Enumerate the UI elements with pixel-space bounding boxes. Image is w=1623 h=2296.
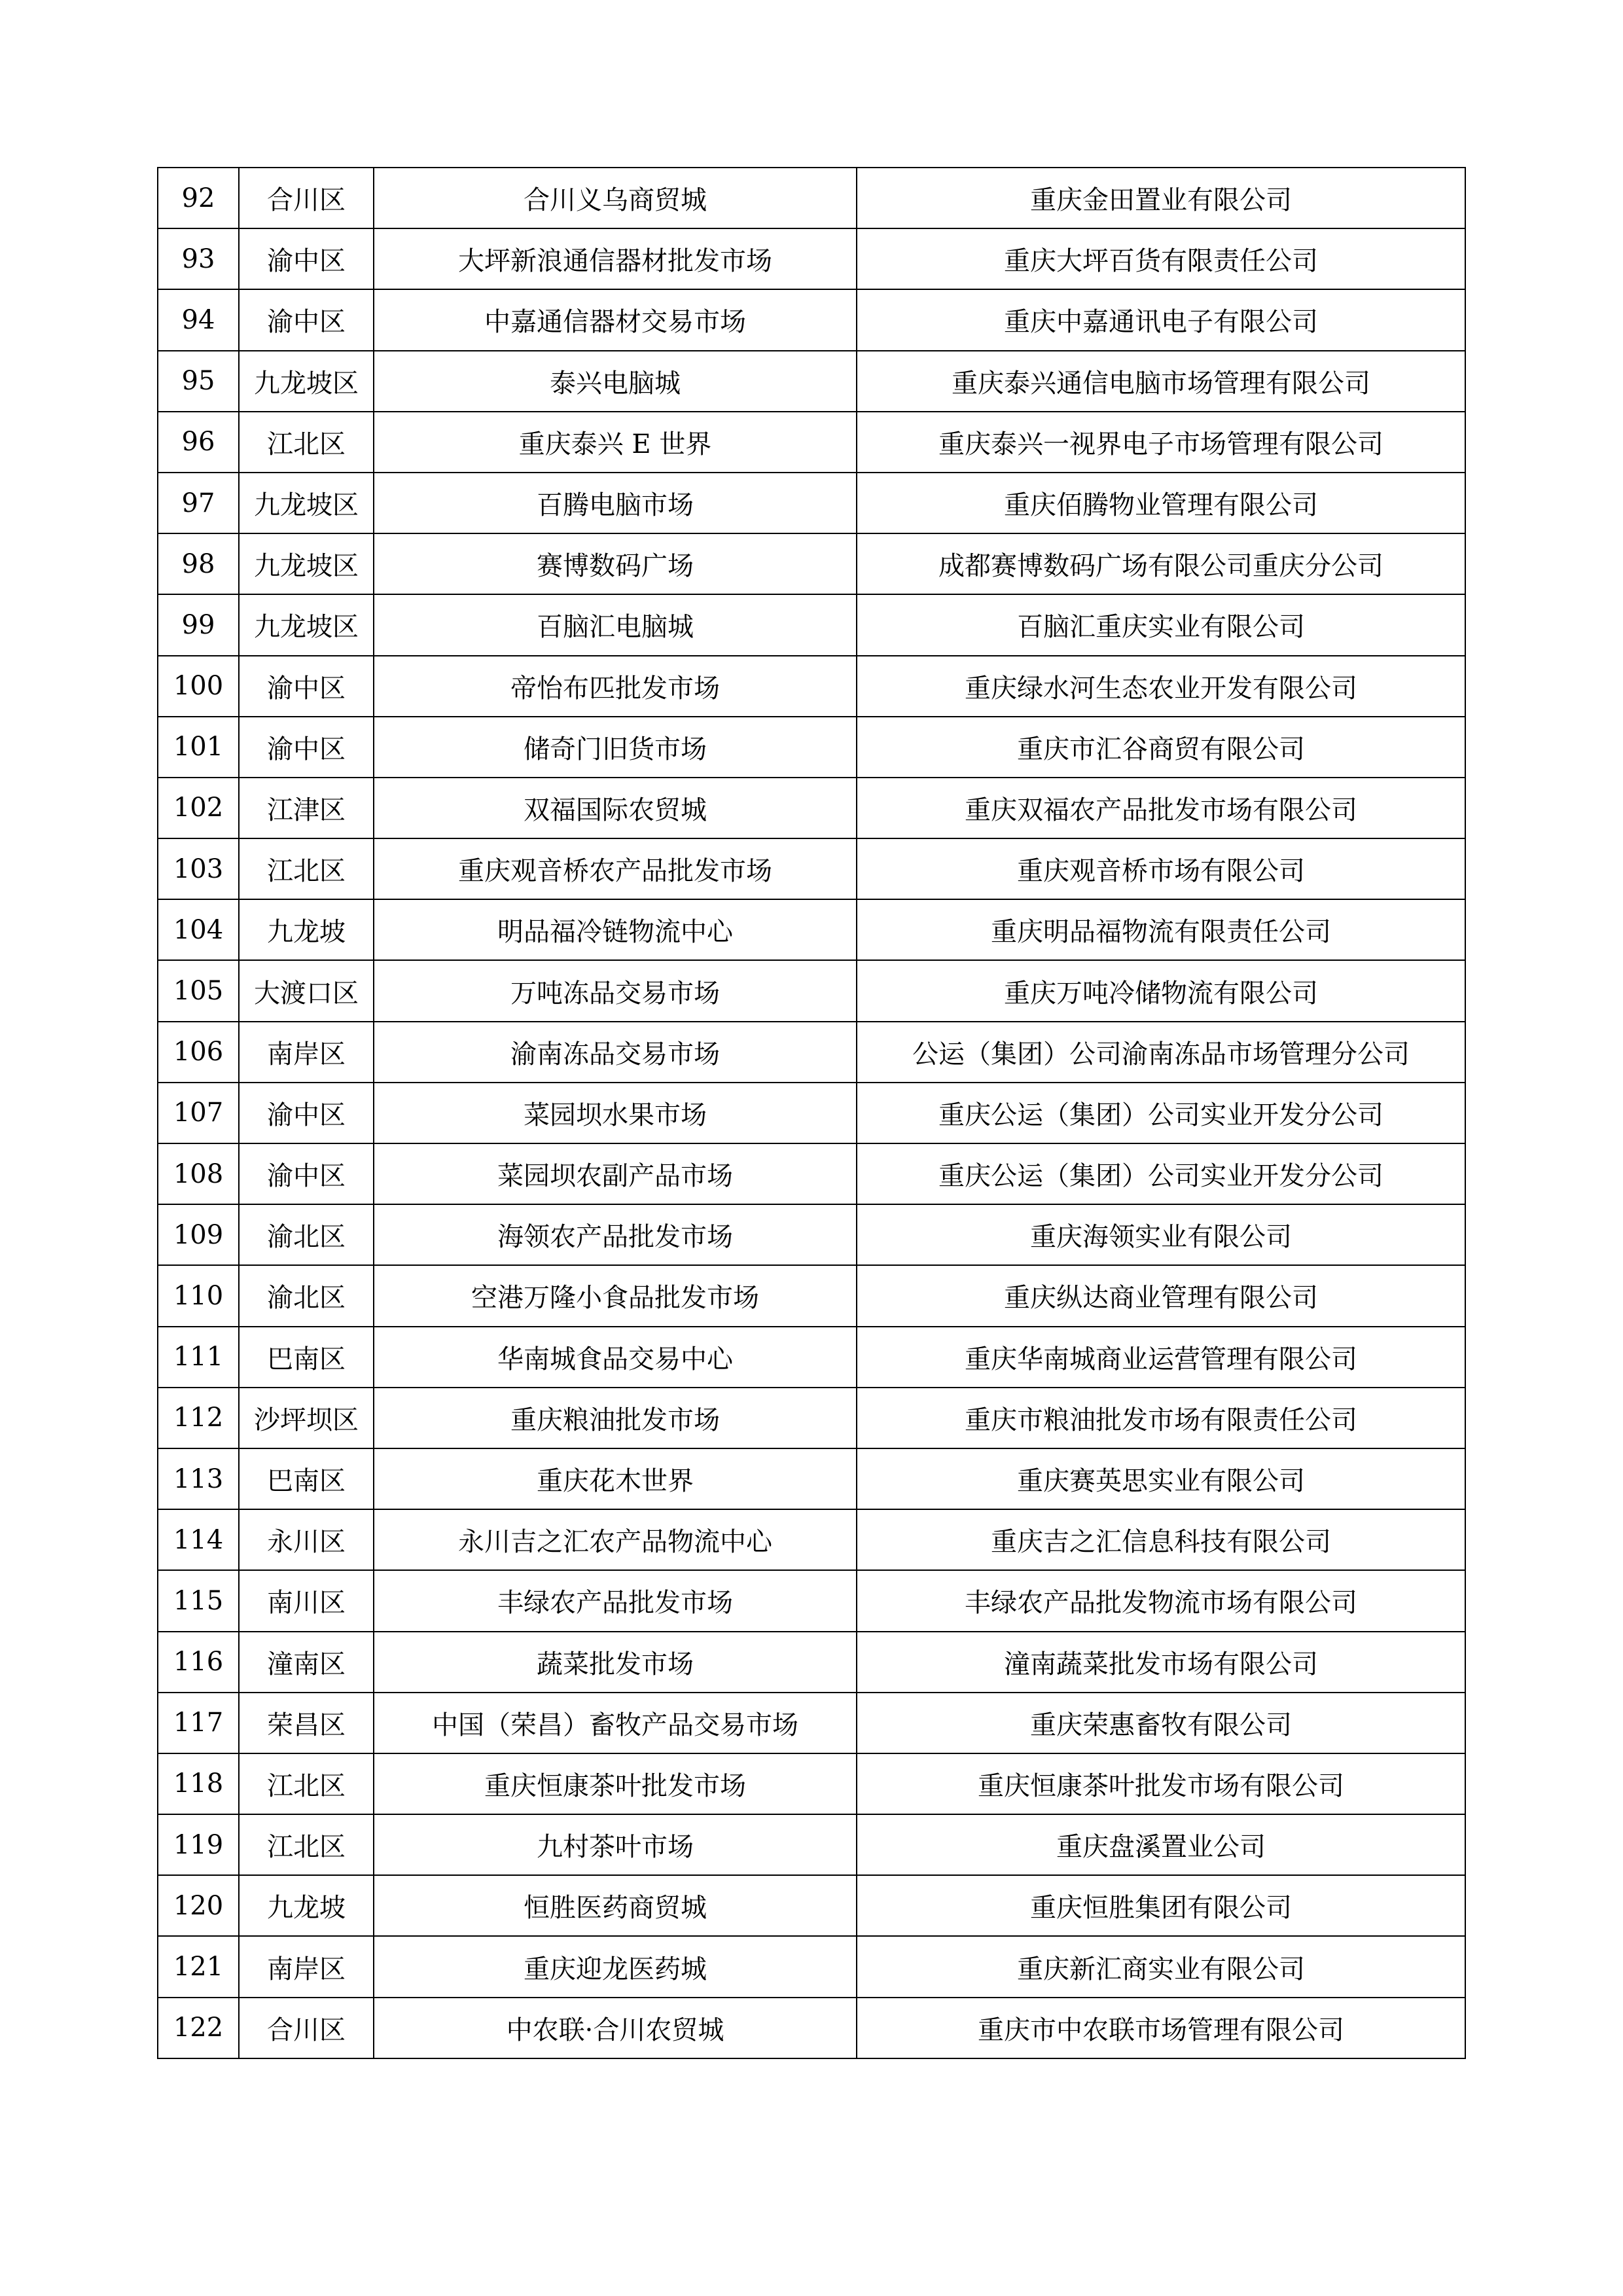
row-number-cell: 113 <box>158 1448 239 1509</box>
company-name-cell: 丰绿农产品批发物流市场有限公司 <box>857 1570 1465 1631</box>
district-cell: 江津区 <box>239 778 374 838</box>
market-name-cell: 中嘉通信器材交易市场 <box>374 289 857 350</box>
table-row <box>158 1022 1465 1083</box>
row-number-cell: 116 <box>158 1632 239 1693</box>
market-name-cell: 万吨冻品交易市场 <box>374 960 857 1021</box>
table-row <box>158 533 1465 594</box>
table-row <box>158 1509 1465 1570</box>
table-row <box>158 1570 1465 1631</box>
market-name-cell: 空港万隆小食品批发市场 <box>374 1265 857 1326</box>
row-number-cell: 105 <box>158 960 239 1021</box>
row-number-cell: 106 <box>158 1022 239 1083</box>
company-name-cell: 重庆海领实业有限公司 <box>857 1204 1465 1265</box>
table-row <box>158 1388 1465 1448</box>
district-cell: 江北区 <box>239 1814 374 1875</box>
market-name-cell: 永川吉之汇农产品物流中心 <box>374 1509 857 1570</box>
row-number-cell: 111 <box>158 1327 239 1388</box>
district-cell: 江北区 <box>239 412 374 473</box>
market-name-cell: 明品福冷链物流中心 <box>374 899 857 960</box>
company-name-cell: 重庆恒康茶叶批发市场有限公司 <box>857 1753 1465 1814</box>
company-name-cell: 重庆大坪百货有限责任公司 <box>857 228 1465 289</box>
table-row <box>158 228 1465 289</box>
district-cell: 潼南区 <box>239 1632 374 1693</box>
district-cell: 南川区 <box>239 1570 374 1631</box>
district-cell: 南岸区 <box>239 1936 374 1997</box>
company-name-cell: 重庆赛英思实业有限公司 <box>857 1448 1465 1509</box>
row-number-cell: 112 <box>158 1388 239 1448</box>
table-row <box>158 1632 1465 1693</box>
row-number-cell: 97 <box>158 473 239 533</box>
table-row <box>158 899 1465 960</box>
market-name-cell: 菜园坝农副产品市场 <box>374 1143 857 1204</box>
market-name-cell: 海领农产品批发市场 <box>374 1204 857 1265</box>
row-number-cell: 108 <box>158 1143 239 1204</box>
table-row <box>158 412 1465 473</box>
market-name-cell: 丰绿农产品批发市场 <box>374 1570 857 1631</box>
market-list-table <box>157 167 1466 2059</box>
row-number-cell: 115 <box>158 1570 239 1631</box>
table-row <box>158 960 1465 1021</box>
market-name-cell: 中农联·合川农贸城 <box>374 1998 857 2058</box>
table-row <box>158 1693 1465 1753</box>
company-name-cell: 重庆公运（集团）公司实业开发分公司 <box>857 1083 1465 1143</box>
table-row <box>158 1753 1465 1814</box>
table-row <box>158 594 1465 655</box>
market-name-cell: 帝怡布匹批发市场 <box>374 656 857 717</box>
company-name-cell: 百脑汇重庆实业有限公司 <box>857 594 1465 655</box>
district-cell: 九龙坡区 <box>239 533 374 594</box>
row-number-cell: 100 <box>158 656 239 717</box>
company-name-cell: 重庆华南城商业运营管理有限公司 <box>857 1327 1465 1388</box>
company-name-cell: 重庆盘溪置业公司 <box>857 1814 1465 1875</box>
market-name-cell: 重庆迎龙医药城 <box>374 1936 857 1997</box>
row-number-cell: 103 <box>158 838 239 899</box>
row-number-cell: 120 <box>158 1875 239 1936</box>
table-row <box>158 838 1465 899</box>
district-cell: 合川区 <box>239 1998 374 2058</box>
market-name-cell: 渝南冻品交易市场 <box>374 1022 857 1083</box>
market-name-cell: 菜园坝水果市场 <box>374 1083 857 1143</box>
row-number-cell: 96 <box>158 412 239 473</box>
market-name-cell: 中国（荣昌）畜牧产品交易市场 <box>374 1693 857 1753</box>
district-cell: 荣昌区 <box>239 1693 374 1753</box>
company-name-cell: 公运（集团）公司渝南冻品市场管理分公司 <box>857 1022 1465 1083</box>
row-number-cell: 98 <box>158 533 239 594</box>
district-cell: 大渡口区 <box>239 960 374 1021</box>
company-name-cell: 重庆市中农联市场管理有限公司 <box>857 1998 1465 2058</box>
market-name-cell: 赛博数码广场 <box>374 533 857 594</box>
company-name-cell: 重庆万吨冷储物流有限公司 <box>857 960 1465 1021</box>
table-row <box>158 1265 1465 1326</box>
table-row <box>158 1083 1465 1143</box>
district-cell: 渝中区 <box>239 289 374 350</box>
district-cell: 永川区 <box>239 1509 374 1570</box>
row-number-cell: 114 <box>158 1509 239 1570</box>
company-name-cell: 重庆吉之汇信息科技有限公司 <box>857 1509 1465 1570</box>
company-name-cell: 重庆绿水河生态农业开发有限公司 <box>857 656 1465 717</box>
table-row <box>158 1998 1465 2058</box>
market-name-cell: 华南城食品交易中心 <box>374 1327 857 1388</box>
company-name-cell: 重庆金田置业有限公司 <box>857 168 1465 228</box>
market-name-cell: 双福国际农贸城 <box>374 778 857 838</box>
district-cell: 渝中区 <box>239 717 374 778</box>
table-row <box>158 1814 1465 1875</box>
company-name-cell: 重庆观音桥市场有限公司 <box>857 838 1465 899</box>
market-name-cell: 重庆粮油批发市场 <box>374 1388 857 1448</box>
company-name-cell: 重庆佰腾物业管理有限公司 <box>857 473 1465 533</box>
row-number-cell: 107 <box>158 1083 239 1143</box>
market-name-cell: 九村茶叶市场 <box>374 1814 857 1875</box>
district-cell: 渝北区 <box>239 1204 374 1265</box>
market-name-cell: 蔬菜批发市场 <box>374 1632 857 1693</box>
row-number-cell: 118 <box>158 1753 239 1814</box>
market-name-cell: 重庆泰兴 E 世界 <box>374 412 857 473</box>
row-number-cell: 110 <box>158 1265 239 1326</box>
district-cell: 江北区 <box>239 1753 374 1814</box>
district-cell: 九龙坡 <box>239 1875 374 1936</box>
district-cell: 渝中区 <box>239 656 374 717</box>
table-row <box>158 1143 1465 1204</box>
table-row <box>158 1936 1465 1997</box>
company-name-cell: 成都赛博数码广场有限公司重庆分公司 <box>857 533 1465 594</box>
district-cell: 渝北区 <box>239 1265 374 1326</box>
company-name-cell: 重庆纵达商业管理有限公司 <box>857 1265 1465 1326</box>
district-cell: 九龙坡区 <box>239 594 374 655</box>
table-row <box>158 1204 1465 1265</box>
district-cell: 九龙坡区 <box>239 473 374 533</box>
market-name-cell: 合川义乌商贸城 <box>374 168 857 228</box>
company-name-cell: 重庆双福农产品批发市场有限公司 <box>857 778 1465 838</box>
company-name-cell: 重庆中嘉通讯电子有限公司 <box>857 289 1465 350</box>
district-cell: 九龙坡区 <box>239 351 374 412</box>
row-number-cell: 102 <box>158 778 239 838</box>
district-cell: 九龙坡 <box>239 899 374 960</box>
row-number-cell: 101 <box>158 717 239 778</box>
company-name-cell: 重庆市汇谷商贸有限公司 <box>857 717 1465 778</box>
district-cell: 巴南区 <box>239 1448 374 1509</box>
company-name-cell: 重庆新汇商实业有限公司 <box>857 1936 1465 1997</box>
district-cell: 沙坪坝区 <box>239 1388 374 1448</box>
market-name-cell: 百脑汇电脑城 <box>374 594 857 655</box>
row-number-cell: 121 <box>158 1936 239 1997</box>
district-cell: 巴南区 <box>239 1327 374 1388</box>
district-cell: 渝中区 <box>239 1083 374 1143</box>
row-number-cell: 99 <box>158 594 239 655</box>
row-number-cell: 94 <box>158 289 239 350</box>
market-name-cell: 重庆观音桥农产品批发市场 <box>374 838 857 899</box>
row-number-cell: 92 <box>158 168 239 228</box>
company-name-cell: 重庆荣惠畜牧有限公司 <box>857 1693 1465 1753</box>
company-name-cell: 重庆恒胜集团有限公司 <box>857 1875 1465 1936</box>
table-row <box>158 778 1465 838</box>
market-name-cell: 重庆恒康茶叶批发市场 <box>374 1753 857 1814</box>
row-number-cell: 122 <box>158 1998 239 2058</box>
table-row <box>158 1327 1465 1388</box>
row-number-cell: 104 <box>158 899 239 960</box>
table-row <box>158 656 1465 717</box>
district-cell: 渝中区 <box>239 228 374 289</box>
table-row <box>158 473 1465 533</box>
row-number-cell: 117 <box>158 1693 239 1753</box>
row-number-cell: 119 <box>158 1814 239 1875</box>
company-name-cell: 重庆泰兴一视界电子市场管理有限公司 <box>857 412 1465 473</box>
company-name-cell: 重庆明品福物流有限责任公司 <box>857 899 1465 960</box>
company-name-cell: 重庆市粮油批发市场有限责任公司 <box>857 1388 1465 1448</box>
district-cell: 南岸区 <box>239 1022 374 1083</box>
company-name-cell: 潼南蔬菜批发市场有限公司 <box>857 1632 1465 1693</box>
district-cell: 合川区 <box>239 168 374 228</box>
table-row <box>158 717 1465 778</box>
market-name-cell: 储奇门旧货市场 <box>374 717 857 778</box>
row-number-cell: 93 <box>158 228 239 289</box>
table-row <box>158 351 1465 412</box>
table-row <box>158 289 1465 350</box>
table-body <box>158 168 1465 2058</box>
table-row <box>158 1875 1465 1936</box>
market-name-cell: 恒胜医药商贸城 <box>374 1875 857 1936</box>
row-number-cell: 95 <box>158 351 239 412</box>
company-name-cell: 重庆泰兴通信电脑市场管理有限公司 <box>857 351 1465 412</box>
market-name-cell: 大坪新浪通信器材批发市场 <box>374 228 857 289</box>
market-name-cell: 泰兴电脑城 <box>374 351 857 412</box>
company-name-cell: 重庆公运（集团）公司实业开发分公司 <box>857 1143 1465 1204</box>
market-name-cell: 重庆花木世界 <box>374 1448 857 1509</box>
table-row <box>158 168 1465 228</box>
district-cell: 渝中区 <box>239 1143 374 1204</box>
market-name-cell: 百腾电脑市场 <box>374 473 857 533</box>
district-cell: 江北区 <box>239 838 374 899</box>
table-row <box>158 1448 1465 1509</box>
row-number-cell: 109 <box>158 1204 239 1265</box>
